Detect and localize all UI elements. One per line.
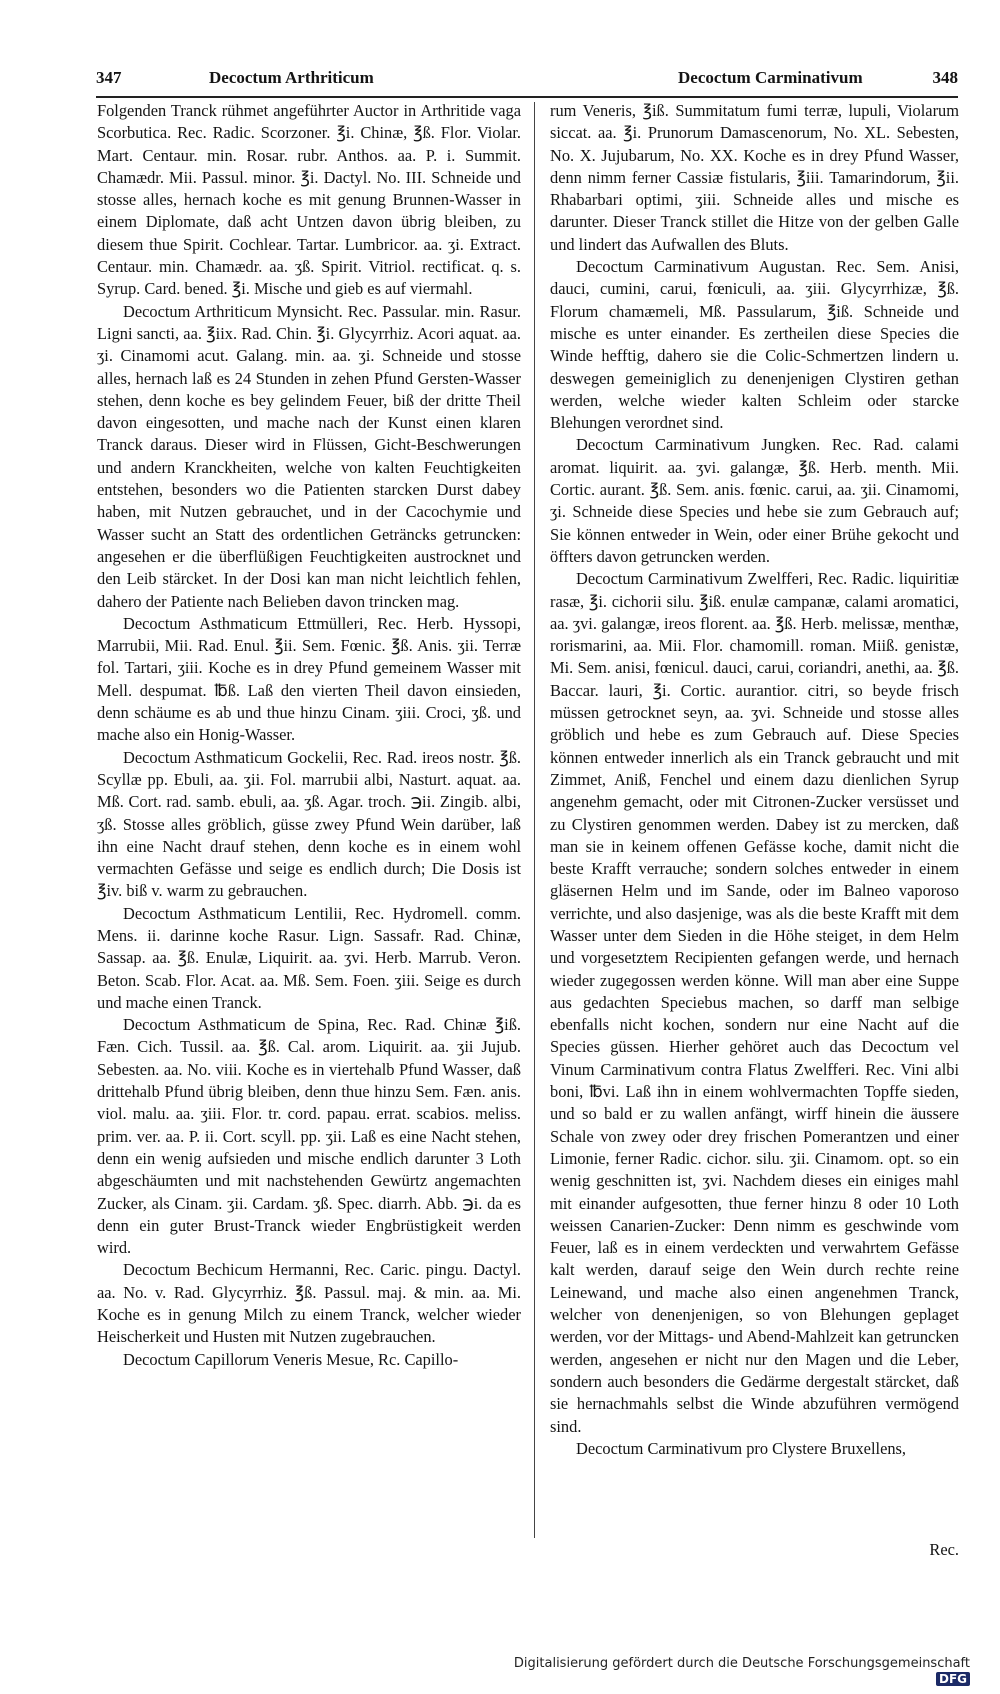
paragraph: Decoctum Carminativum pro Clystere Bruxellens, [576, 1438, 907, 1458]
paragraph: Decoctum Carminativum Jungken. Rec. Rad. calami aromat. liquirit. aa. ʒvi. galangæ, ℥ß. Herb. menth. Mii. Cortic. aurant. ℥ß. Sem. anis. fœnic. carui, aa. ʒii. Cinamomi, ʒi. Schneide diese Species und hebe sie zum Gebrauch auf; Sie können entweder in Wein, oder einer Brühe gekocht und öffters davon getruncken werden. [550, 435, 959, 566]
paragraph: Decoctum Arthriticum Mynsicht. Rec. Passular. min. Rasur. Ligni sancti, aa. ℥iix. Rad. Chin. ℥i. Glycyrrhiz. Acori aquat. aa. ʒi. Cinamomi acut. Galang. min. aa. ʒi. Schneide und stosse alles, hernach laß es 24 Stunden in zehen Pfund Gersten-Wasser stehen, denn koche es bey gelindem Feuer, biß der dritte Theil davon eingesotten, und mache nach der Kunst einen klaren Tranck daraus. Dieser wird in Flüssen, Gicht-Beschwerungen und andern Kranckheiten, welche von kalten Feuchtigkeiten entstehen, besonders wo die Patienten starcken Durst dabey haben, mit Nutzen gebrauchet, und in der Cacochymie und Wasser sucht an Statt des ordentlichen Geträncks getruncken: angesehen er die überflüßigen Feuchtigkeiten austrocknet und den Leib stärcket. In der Dosi kan man nicht leichtlich fehlen, dahero der Patiente nach Belieben davon trincken mag. [97, 301, 521, 611]
catchword: Rec. [929, 1540, 959, 1559]
column-divider [534, 102, 535, 1538]
paragraph: Decoctum Capillorum Veneris Mesue, Rc. Capillo- [123, 1349, 459, 1369]
running-head-left: Decoctum Arthriticum [209, 68, 374, 87]
page-number-left: 347 [96, 68, 122, 87]
page-header [96, 62, 958, 98]
paragraph: Decoctum Bechicum Hermanni, Rec. Caric. pingu. Dactyl. aa. No. v. Rad. Glycyrrhiz. ℥ß. Passul. maj. & min. aa. Mi. Koche es in genung Milch zu einem Tranck, welcher wieder Heischerkeit und Husten mit Nutzen zugebrauchen. [97, 1260, 521, 1347]
digitization-footer [500, 1656, 970, 1686]
right-column [550, 100, 959, 1460]
paragraph: Decoctum Asthmaticum Ettmülleri, Rec. Herb. Hyssopi, Marrubii, Mii. Rad. Enul. ℥ii. Sem. Fœnic. ℥ß. Anis. ʒii. Terræ fol. Tartari, ʒiii. Koche es in drey Pfund gemeinem Wasser mit Mell. despumat. ℔ß. Laß den vierten Theil davon einsieden, denn schäume es ab und thue hinzu Cinam. ʒiii. Croci, ʒß. und mache also ein Honig-Wasser. [97, 613, 521, 745]
paragraph: Decoctum Asthmaticum de Spina, Rec. Rad. Chinæ ℥iß. Fæn. Cich. Tussil. aa. ℥ß. Cal. arom. Liquirit. aa. ʒii Jujub. Sebesten. aa. No. viii. Koche es in viertehalb Pfund Wasser, daß drittehalb Pfund übrig bleiben, denn thue hinzu Sem. Fæn. anis. viol. malu. aa. ʒiii. Flor. tr. cord. papau. errat. scabios. meliss. prim. ver. aa. P. ii. Cort. scyll. pp. ʒii. Laß es eine Nacht stehen, denn ein wenig aufsieden und mische endlich darunter 3 Loth abgeschäumten und mit nachstehenden Gewürtz angemachten Zucker, als Cinam. ʒii. Cardam. ʒß. Spec. diarrh. Abb. ℈i. da es denn ein guter Brust-Tranck wieder Engbrüstigkeit werden wird. [97, 1015, 521, 1258]
left-column [97, 100, 521, 1371]
paragraph: Decoctum Carminativum Augustan. Rec. Sem. Anisi, dauci, cumini, carui, fœniculi, aa. ʒiii. Glycyrrhizæ, ℥ß. Florum chamæmeli, Mß. Passularum, ℥iß. Schneide und mische es unter einander. Es zertheilen diese Species die Winde hefftig, dahero sie die Colic-Schmertzen lindern u. deswegen gemeiniglich zu denenjenigen Clystiren gethan werden, welche wieder kalten Schleim oder starcke Blehungen verordnet sind. [550, 257, 959, 433]
dfg-logo-icon: DFG [936, 1672, 970, 1686]
paragraph: Folgenden Tranck rühmet angeführter Auctor in Arthritide vaga Scorbutica. Rec. Radic. Scorzoner. ℥i. Chinæ, ℥ß. Flor. Violar. Mart. Centaur. min. Rosar. rubr. Anthos. aa. P. i. Summit. Chamædr. Mii. Passul. minor. ℥i. Dactyl. No. III. Schneide und stosse alles, hernach koche es mit genung Brunnen-Wasser in einem Diplomate, daß acht Untzen davon übrig bleiben, zu diesem thue Spirit. Cochlear. Tartar. Lumbricor. aa. ʒi. Extract. Centaur. min. Chamædr. aa. ʒß. Spirit. Vitriol. rectificat. q. s. Syrup. Card. bened. ℥i. Mische und gieb es auf viermahl. [97, 101, 521, 299]
paragraph: Decoctum Asthmaticum Lentilii, Rec. Hydromell. comm. Mens. ii. darinne koche Rasur. Lign. Sassafr. Rad. Chinæ, Sassap. aa. ℥ß. Enulæ, Liquirit. aa. ʒvi. Herb. Marrub. Veron. Beton. Scab. Flor. Acat. aa. Mß. Sem. Foen. ʒiii. Seige es durch und mache einen Tranck. [97, 903, 521, 1012]
footer-text: Digitalisierung gefördert durch die Deutsche Forschungsgemeinschaft [513, 1656, 970, 1671]
paragraph: rum Veneris, ℥iß. Summitatum fumi terræ, lupuli, Violarum siccat. aa. ℥i. Prunorum Damascenorum, No. XL. Sebesten, No. X. Jujubarum, No. XX. Koche es in drey Pfund Wasser, denn nimm ferner Cassiæ fistularis, ℥iii. Tamarindorum, ℥ii. Rhabarbari optimi, ʒiii. Schneide alles und mische es darunter. Dieser Tranck stillet die Hitze von der gelben Galle und lindert das Aufwallen des Bluts. [550, 101, 959, 254]
running-head-right: Decoctum Carminativum [678, 68, 863, 87]
paragraph: Decoctum Carminativum Zwelfferi, Rec. Radic. liquiritiæ rasæ, ℥i. cichorii silu. ℥iß. enulæ campanæ, calami aromatici, aa. ʒvi. galangæ, ireos florent. aa. ℥ß. Herb. melissæ, menthæ, rorismarini, aa. Mii. Flor. chamomill. roman. Miiß. genistæ, Mi. Sem. anisi, fœnicul. dauci, carui, coriandri, anethi, aa. ℥ß. Baccar. lauri, ℥i. Cortic. aurantior. citri, so beyde frisch müssen getrocknet seyn, aa. ʒvi. Schneide und stosse alles gröblich und hebe es zum Gebrauch auf. Diese Species können entweder innerlich als ein Tranck gebraucht und mit Zimmet, Aniß, Fenchel und einem dazu dienlichen Syrup angenehm gemacht, oder mit Citronen-Zucker versüsset und zu Clystiren genommen werden. Dabey ist zu mercken, daß man sie in keinem offenen Gefässe koche, damit nicht die beste Krafft verrauche; sondern solches entweder in einem gläsernen Helm und im Sande, oder im Balneo vaporoso verrichte, und also dasjenige, was als die beste Krafft mit dem Wasser unter dem Sieden in die Höhe steiget, in dem Helm und vorgesetztem Recipienten gefangen werde, und hernach wieder zugegossen werden könne. Will man aber eine Suppe aus gedachten Speciebus machen, so darff man selbige ebenfalls nicht kochen, sondern nur eine Nacht auf die Species güssen. Hierher gehöret auch das Decoctum vel Vinum Carminativum contra Flatus Zwelfferi. Rec. Vini albi boni, ℔vi. Laß ihn in einem wohlvermachten Topffe sieden, und so bald er zu wallen anfängt, wirff hinein die äussere Schale von zwey oder drey frischen Pomerantzen und einer Limonie, ferner Radic. cichor. silu. ʒii. Cinamom. opt. so ein wenig geschnitten ist, ʒvi. Nachdem dieses ein einiges mahl mit einander aufgesotten, thue ferner hinzu 8 oder 10 Loth weissen Canarien-Zucker: Denn nimm es geschwinde vom Feuer, laß es in einem verdeckten und verwahrtem Gefässe kalt werden, darauf seige den Wein durch rechte reine Leinewand, und mache also einen angenehmen Tranck, welcher von denenjenigen, so von Blehungen geplaget werden, vor der Mittags- und Abend-Mahlzeit kan getruncken werden, angesehen er nicht nur den Magen und die Leber, sondern auch besonders die Gedärme dergestalt stärcket, daß sie hernachmahls selbst die Winde abzuführen vermögend sind. [550, 569, 959, 1436]
page-number-right: 348 [932, 68, 958, 87]
paragraph: Decoctum Asthmaticum Gockelii, Rec. Rad. ireos nostr. ℥ß. Scyllæ pp. Ebuli, aa. ʒii. Fol. marrubii albi, Nasturt. aquat. aa. Mß. Cort. rad. samb. ebuli, aa. ʒß. Agar. troch. ℈ii. Zingib. albi, ʒß. Stosse alles gröblich, güsse zwey Pfund Wein darüber, laß ihn eine Nacht drauf stehen, denn koche es in einem wohl vermachten Gefässe und seige es endlich durch; Die Dosis ist ℥iv. biß v. warm zu gebrauchen. [97, 747, 521, 901]
